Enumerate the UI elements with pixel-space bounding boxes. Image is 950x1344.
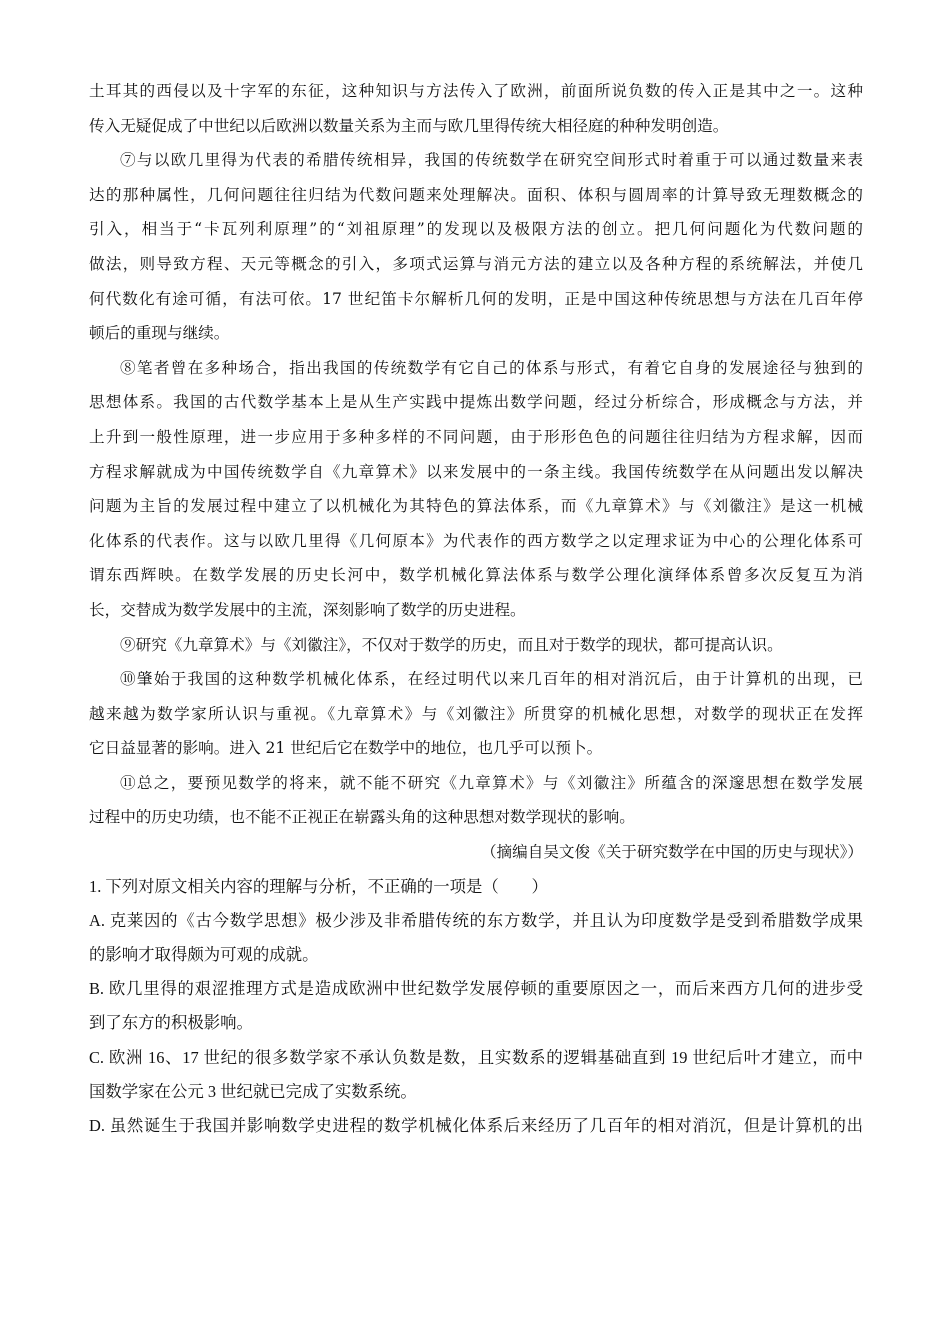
text-line: 达的那种属性，几何问题往往归结为代数问题来处理解决。面积、体积与圆周率的计算导致无理数概念的 [89,185,863,204]
text-line: 做法，则导致方程、天元等概念的引入，多项式运算与消元方法的建立以及各种方程的系统解法，并使几 [89,254,863,273]
option-c [89,1041,863,1109]
text-line: 方程求解就成为中国传统数学自《九章算术》以来发展中的一条主线。我国传统数学在从问题出发以解决 [89,462,863,481]
option-line: 的影响才取得颇为可观的成就。 [89,945,319,965]
text-line: 谓东西辉映。在数学发展的历史长河中，数学机械化算法体系与数学公理化演绎体系曾多次反复互为消 [89,566,863,585]
paragraph-8 [89,351,863,628]
option-a [89,904,863,972]
text-line: 传入无疑促成了中世纪以后欧洲以数量关系为主而与欧几里得传统大相径庭的种种发明创造。 [89,116,729,135]
option-line: 到了东方的积极影响。 [89,1013,253,1033]
option-line: D. 虽然诞生于我国并影响数学史进程的数学机械化体系后来经历了几百年的相对消沉，但是计算机的出 [89,1116,863,1136]
text-line: 思想体系。我国的古代数学基本上是从生产实践中提炼出数学问题，经过分析综合，形成概念与方法，并 [89,393,863,412]
source-citation: （摘编自吴文俊《关于研究数学在中国的历史与现状》） [480,843,863,862]
text-line: 何代数化有途可循，有法可依。17 世纪笛卡尔解析几何的发明，正是中国这种传统思想与方法在几百年停 [89,289,863,308]
text-line: 过程中的历史功绩，也不能不正视正在崭露头角的这种思想对数学现状的影响。 [89,808,635,827]
option-line: 国数学家在公元 3 世纪就已完成了实数系统。 [89,1081,417,1101]
text-line: ⑧笔者曾在多种场合，指出我国的传统数学有它自己的体系与形式，有着它自身的发展途径与独到的 [120,358,863,377]
paragraph-9 [89,628,863,663]
paragraph-continuation [89,74,863,143]
text-line: 长，交替成为数学发展中的主流，深刻影响了数学的历史进程。 [89,600,526,619]
text-line: 它日益显著的影响。进入 21 世纪后它在数学中的地位，也几乎可以预卜。 [89,739,603,758]
text-line: 顿后的重现与继续。 [89,324,230,343]
option-line: B. 欧几里得的艰涩推理方式是造成欧洲中世纪数学发展停顿的重要原因之一，而后来西方几何的进步受 [89,979,863,999]
text-line: 化体系的代表作。这与以欧几里得《几何原本》为代表作的西方数学之以定理求证为中心的公理化体系可 [89,531,863,550]
paragraph-10 [89,662,863,766]
text-line: 引入，相当于“卡瓦列利原理”的“刘祖原理”的发现以及极限方法的创立。把几何问题化为代数问题的 [89,220,863,239]
text-line: 上升到一般性原理，进一步应用于多种多样的不同问题，由于形形色色的问题往往归结为方程求解，因而 [89,427,863,446]
option-d [89,1109,863,1143]
option-b [89,972,863,1040]
paragraph-11 [89,766,863,835]
text-line: ⑩肇始于我国的这种数学机械化体系，在经过明代以来几百年的相对消沉后，由于计算机的出现，已 [120,670,863,689]
question-1 [89,870,863,1144]
text-line: ⑨研究《九章算术》与《刘徽注》，不仅对于数学的历史，而且对于数学的现状，都可提高认识。 [120,635,783,654]
text-line: 土耳其的西侵以及十字军的东征，这种知识与方法传入了欧洲，前面所说负数的传入正是其中之一。这种 [89,82,863,100]
paragraph-7 [89,143,863,351]
text-line: 问题为主旨的发展过程中建立了以机械化为其特色的算法体系，而《九章算术》与《刘徽注》是这一机械 [89,497,863,516]
option-line: A. 克莱因的《古今数学思想》极少涉及非希腊传统的东方数学，并且认为印度数学是受到希腊数学成果 [89,910,863,930]
text-line: ⑦与以欧几里得为代表的希腊传统相异，我国的传统数学在研究空间形式时着重于可以通过数量来表 [120,151,863,170]
question-stem: 1. 下列对原文相关内容的理解与分析，不正确的一项是（ ） [89,876,548,896]
text-line: ⑪总之，要预见数学的将来，就不能不研究《九章算术》与《刘徽注》所蕴含的深邃思想在数学发展 [120,773,863,792]
option-line: C. 欧洲 16、17 世纪的很多数学家不承认负数是数，且实数系的逻辑基础直到 19 世纪后叶才建立，而中 [89,1047,863,1067]
document-page [89,74,863,1143]
text-line: 越来越为数学家所认识与重视。《九章算术》与《刘徽注》所贯穿的机械化思想，对数学的现状正在发挥 [89,704,863,723]
